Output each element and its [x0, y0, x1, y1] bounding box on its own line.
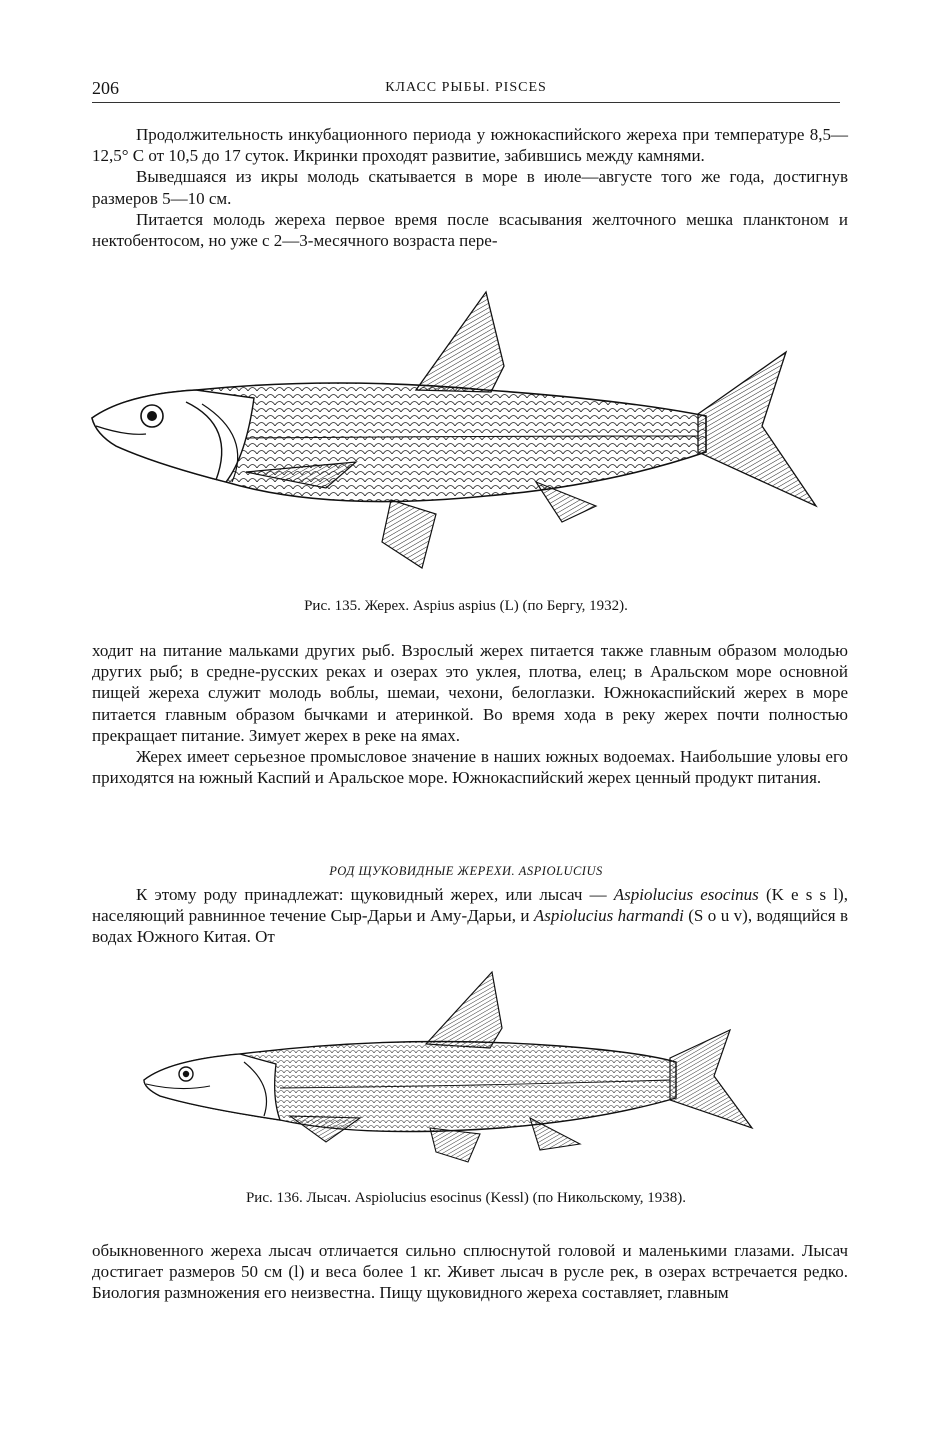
text-block-top — [92, 124, 848, 251]
page-number: 206 — [92, 78, 119, 98]
text-block-middle — [92, 640, 848, 788]
text-run: (S o u v), водящийся в водах Южного Китая. От — [92, 906, 849, 947]
paragraph-genus — [92, 884, 848, 948]
text-block-genus — [92, 884, 848, 948]
paragraph: Выведшаяся из икры молодь скатывается в море в июле—августе того же года, достигнув размеров 5—10 см. — [92, 167, 848, 208]
paragraph: обыкновенного жереха лысач отличается сильно сплюснутой головой и маленькими глазами. Лысач достигает размеров 50 см (l) и веса более 1 кг. Живет лысач в русле рек, в озерах встречается редко. Биология размножения его неизвестна. Пищу щуковидного жереха составляет, главным — [92, 1241, 848, 1303]
figure-135-caption: Рис. 135. Жерех. Aspius aspius (L) (по Бергу, 1932). — [304, 598, 628, 614]
figure-135-fish-illustration — [86, 286, 846, 596]
paragraph: Питается молодь жереха первое время после всасывания желточного мешка планктоном и нектобентосом, но уже с 2—3-месячного возраста пере- — [92, 209, 848, 251]
running-title: КЛАСС РЫБЫ. PISCES — [385, 80, 547, 95]
species-name: Aspiolucius esocinus — [613, 885, 759, 904]
figure-136-fish-illustration — [140, 968, 780, 1178]
text-run: К этому роду принадлежат: щуковидный жерех, или лысач — — [136, 885, 614, 904]
paragraph: Продолжительность инкубационного периода у южнокаспийского жереха при температуре 8,5—12,5° С от 10,5 до 17 суток. Икринки проходят развитие, забившись между камнями. — [92, 125, 848, 166]
paragraph: ходит на питание мальками других рыб. Взрослый жерех питается также главным образом молодью других рыб; в средне-русских реках и озерах это уклея, плотва, елец; в Аральском море основной пищей жереха служит молодь воблы, шемаи, чехони, белоглазки. Южнокаспийский жерех в море питается главным образом бычками и атеринкой. Во время хода в реку жерех почти полностью прекращает питание. Зимует жерех в реке на ямах. — [92, 641, 848, 745]
text-block-bottom — [92, 1240, 848, 1304]
genus-heading: РОД ЩУКОВИДНЫЕ ЖЕРЕХИ. ASPIOLUCIUS — [329, 864, 603, 878]
paragraph: Жерех имеет серьезное промысловое значение в наших южных водоемах. Наибольшие уловы его приходятся на южный Каспий и Аральское море. Южнокаспийский жерех ценный продукт питания. — [92, 747, 848, 788]
page-header — [92, 76, 840, 103]
species-name: Aspiolucius harmandi — [533, 906, 684, 926]
text-run: (K e s s l), населяющий равнинное течение Сыр-Дарьи и Аму-Дарьи, и — [92, 885, 848, 926]
figure-136-caption: Рис. 136. Лысач. Aspiolucius esocinus (Kessl) (по Никольскому, 1938). — [245, 1190, 687, 1206]
